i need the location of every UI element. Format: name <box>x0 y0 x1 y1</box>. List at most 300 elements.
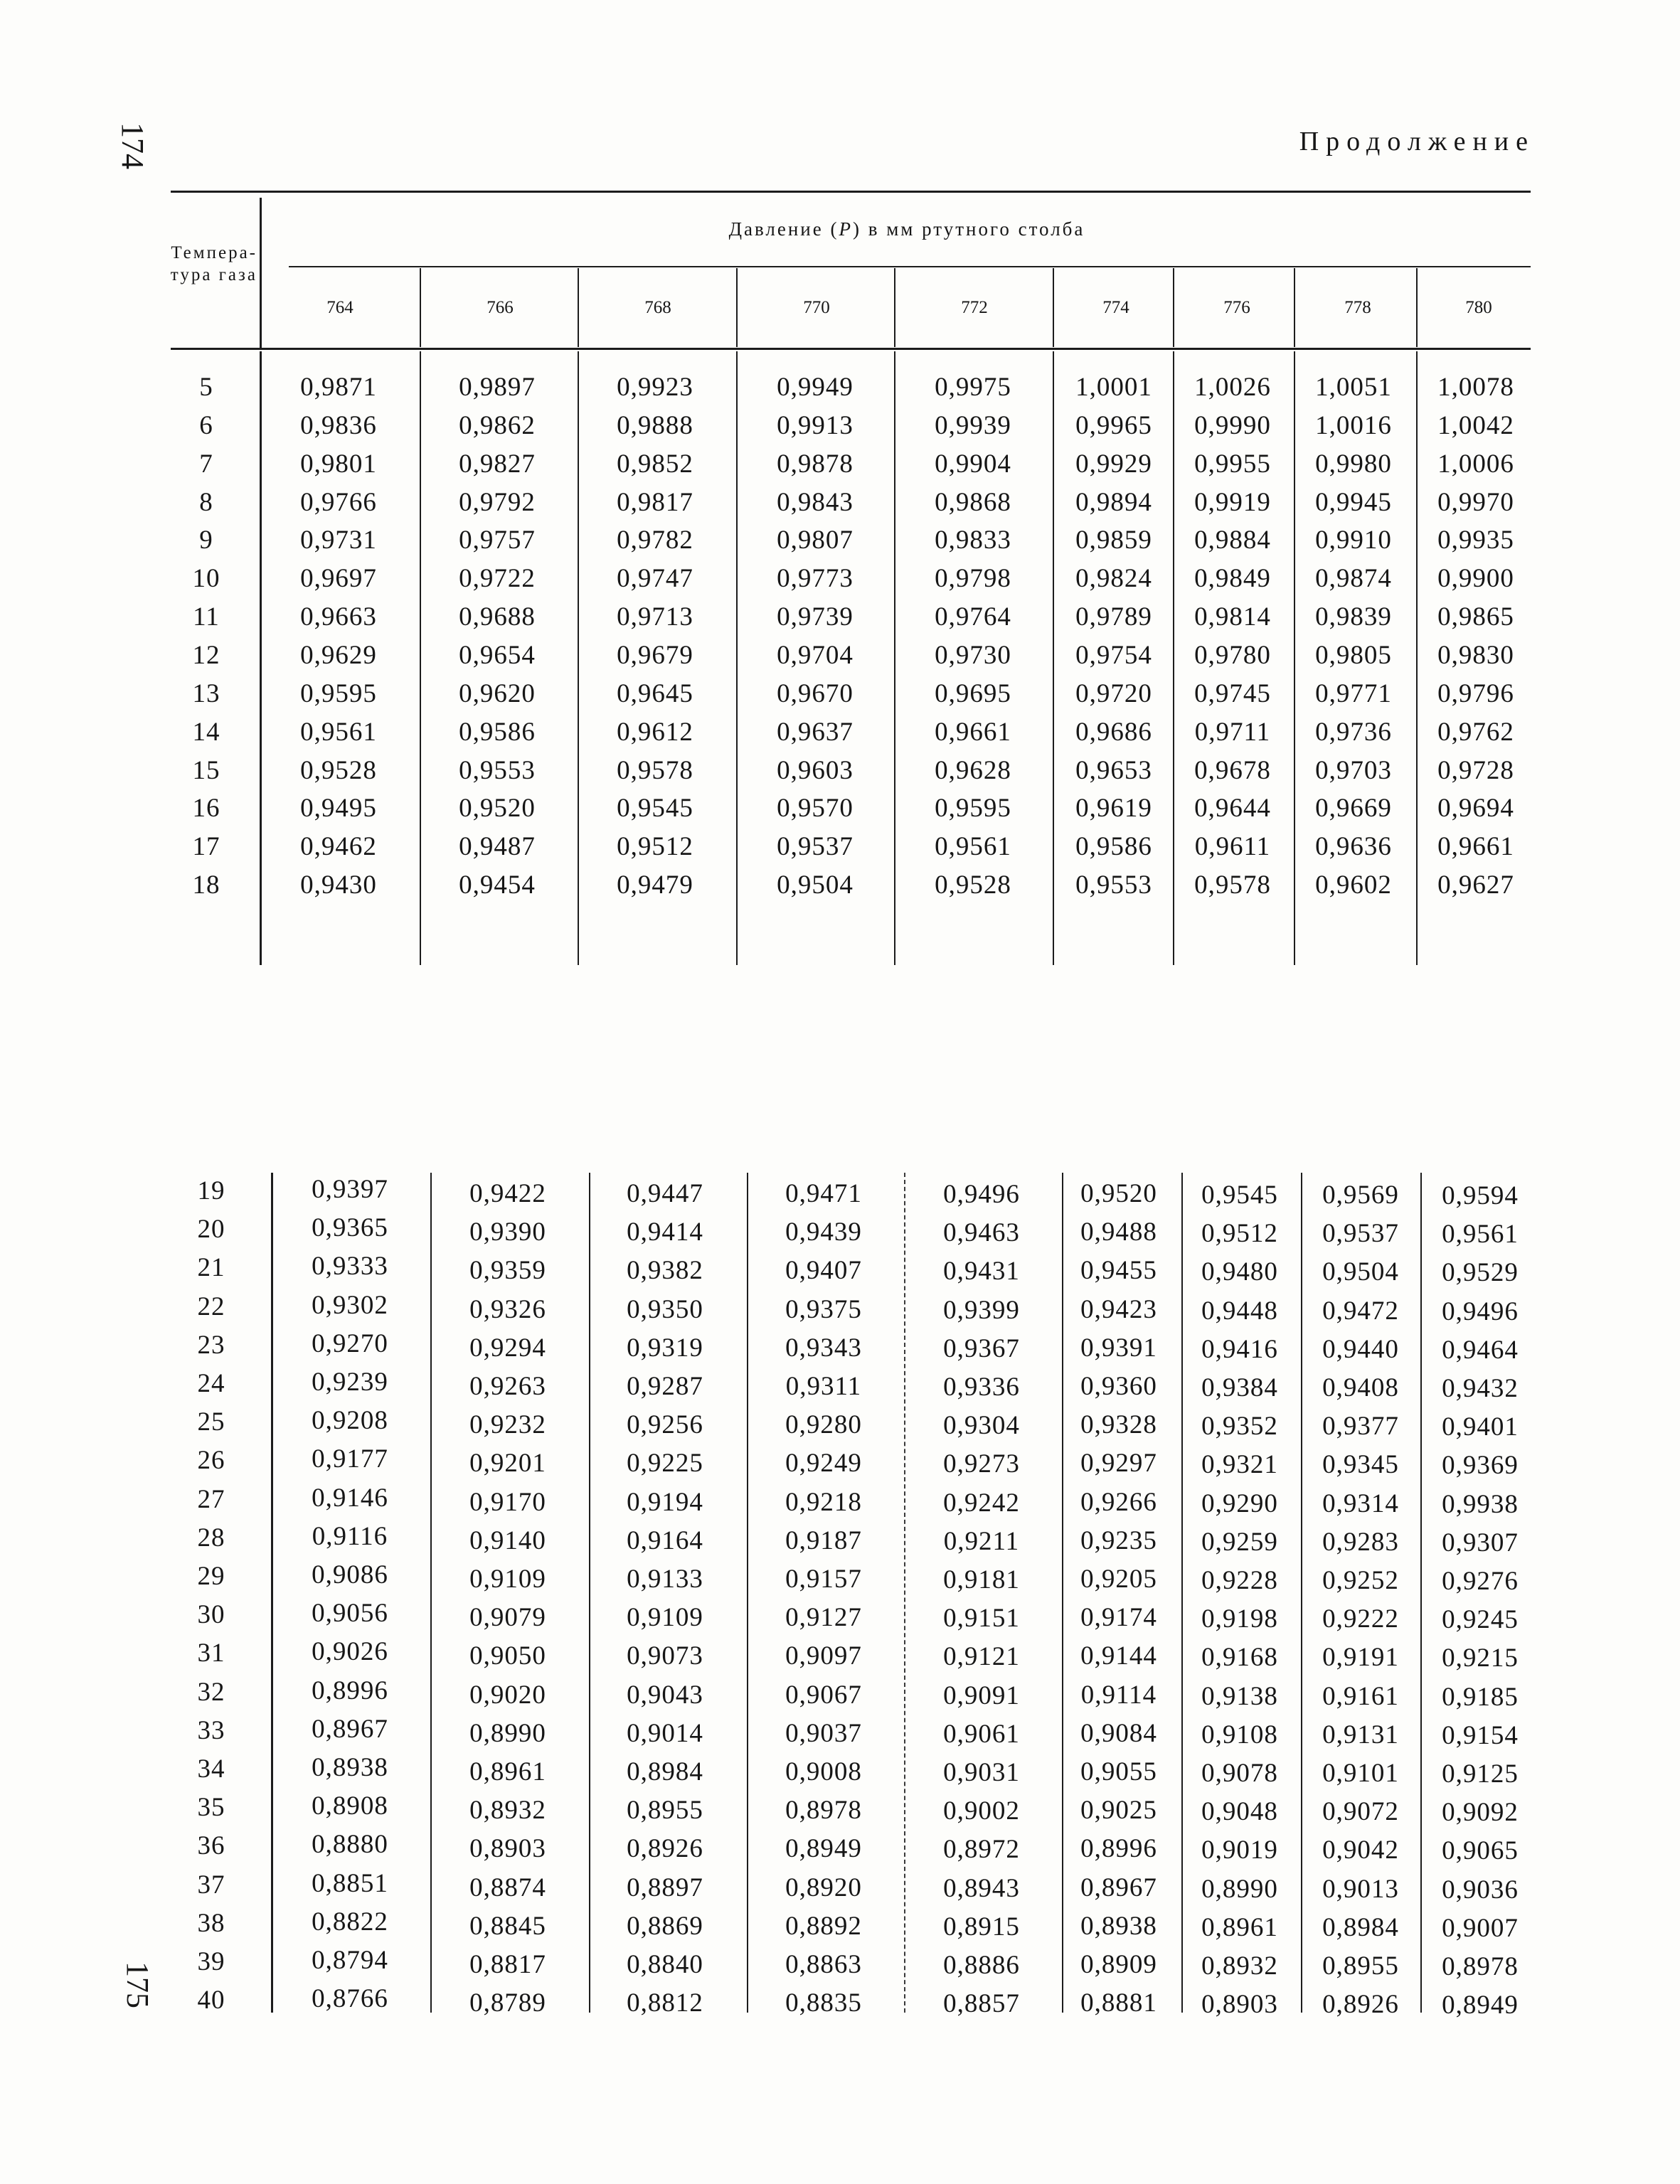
value-cell: 0,9773 <box>777 564 854 593</box>
table-row <box>0 1791 1680 1827</box>
value-cell: 0,9048 <box>1201 1797 1278 1826</box>
value-cell: 0,8845 <box>469 1912 546 1941</box>
value-cell: 0,9283 <box>1322 1528 1399 1557</box>
value-cell: 0,9304 <box>943 1411 1020 1440</box>
table-row <box>0 601 1680 634</box>
value-cell: 0,8967 <box>1080 1873 1157 1902</box>
value-cell: 0,9836 <box>300 411 377 440</box>
table-row <box>0 1406 1680 1442</box>
value-cell: 0,9654 <box>459 641 536 670</box>
value-cell: 0,9471 <box>785 1179 862 1208</box>
temperature-cell: 28 <box>197 1523 225 1552</box>
value-cell: 0,8817 <box>469 1950 546 1979</box>
value-cell: 0,9695 <box>935 679 1011 708</box>
value-cell: 0,9161 <box>1322 1682 1399 1711</box>
value-cell: 0,9975 <box>935 373 1011 402</box>
value-cell: 0,9594 <box>1442 1181 1519 1210</box>
value-cell: 0,8932 <box>1201 1951 1278 1981</box>
value-cell: 0,9578 <box>617 756 693 785</box>
value-cell: 0,9391 <box>1080 1333 1157 1363</box>
temperature-cell: 18 <box>192 870 220 900</box>
value-cell: 0,8789 <box>469 1988 546 2018</box>
value-cell: 0,9529 <box>1442 1258 1519 1287</box>
value-cell: 0,9678 <box>1194 756 1271 785</box>
value-cell: 0,9578 <box>1194 870 1271 900</box>
value-cell: 0,9121 <box>943 1642 1020 1671</box>
value-cell: 0,9884 <box>1194 526 1271 555</box>
temperature-cell: 5 <box>199 373 213 402</box>
value-cell: 1,0001 <box>1075 373 1152 402</box>
value-cell: 0,9487 <box>459 832 536 861</box>
page-number-bottom: 175 <box>120 1961 155 2008</box>
value-cell: 0,9384 <box>1201 1373 1278 1402</box>
value-cell: 0,9367 <box>943 1334 1020 1363</box>
value-cell: 0,9408 <box>1322 1373 1399 1402</box>
column-header-pressure: 780 <box>1465 298 1492 317</box>
value-cell: 0,8926 <box>1322 1990 1399 2019</box>
value-cell: 0,9929 <box>1075 449 1152 479</box>
table-row <box>0 1483 1680 1519</box>
value-cell: 0,9382 <box>627 1256 703 1285</box>
value-cell: 0,9801 <box>300 449 377 479</box>
value-cell: 0,9201 <box>469 1449 546 1478</box>
table-row <box>0 1984 1680 2020</box>
value-cell: 0,9359 <box>469 1256 546 1285</box>
temperature-cell: 24 <box>197 1369 225 1398</box>
value-cell: 0,9422 <box>469 1179 546 1208</box>
value-cell: 0,8961 <box>1201 1913 1278 1942</box>
value-cell: 0,9736 <box>1315 718 1392 747</box>
pressure-header-text-after: ) в мм ртутного столба <box>852 218 1085 240</box>
value-cell: 0,8990 <box>1201 1875 1278 1904</box>
value-cell: 0,9670 <box>777 679 854 708</box>
temperature-cell: 33 <box>197 1716 225 1745</box>
pressure-header-text-before: Давление ( <box>728 218 839 240</box>
value-cell: 0,9859 <box>1075 526 1152 555</box>
temperature-column-header <box>135 242 257 286</box>
value-cell: 0,9661 <box>935 718 1011 747</box>
temperature-cell: 35 <box>197 1793 225 1822</box>
value-cell: 0,9377 <box>1322 1412 1399 1441</box>
value-cell: 0,9191 <box>1322 1643 1399 1672</box>
value-cell: 0,9619 <box>1075 794 1152 823</box>
temperature-cell: 26 <box>197 1446 225 1475</box>
value-cell: 0,9480 <box>1201 1257 1278 1287</box>
temperature-cell: 39 <box>197 1947 225 1976</box>
value-cell: 0,9644 <box>1194 794 1271 823</box>
value-cell: 0,9078 <box>1201 1759 1278 1788</box>
header-column-rule <box>1416 268 1418 347</box>
value-cell: 0,9270 <box>312 1329 388 1358</box>
value-cell: 0,9595 <box>935 794 1011 823</box>
value-cell: 0,9637 <box>777 718 854 747</box>
value-cell: 0,9020 <box>469 1680 546 1710</box>
table-row <box>0 486 1680 519</box>
table-row <box>0 1753 1680 1789</box>
pressure-group-header <box>622 216 1191 242</box>
value-cell: 0,9824 <box>1075 564 1152 593</box>
temperature-header-line1: Темпера- <box>171 243 257 262</box>
value-cell: 0,8996 <box>312 1676 388 1705</box>
table-row <box>0 410 1680 442</box>
value-cell: 0,9235 <box>1080 1526 1157 1555</box>
value-cell: 0,9782 <box>617 526 693 555</box>
value-cell: 0,9432 <box>1442 1374 1519 1403</box>
value-cell: 0,9091 <box>943 1681 1020 1710</box>
table-row <box>0 1522 1680 1555</box>
value-cell: 0,9026 <box>312 1637 388 1666</box>
table-row <box>0 1907 1680 1943</box>
temperature-cell: 7 <box>199 449 213 479</box>
temperature-cell: 15 <box>192 756 220 785</box>
value-cell: 0,8909 <box>1080 1950 1157 1979</box>
value-cell: 0,9728 <box>1437 756 1514 785</box>
value-cell: 0,9780 <box>1194 641 1271 670</box>
column-header-pressure: 766 <box>487 298 514 317</box>
value-cell: 0,9211 <box>943 1527 1020 1556</box>
value-cell: 0,9603 <box>777 756 854 785</box>
value-cell: 0,9495 <box>300 794 377 823</box>
table-row <box>0 678 1680 710</box>
value-cell: 0,9897 <box>459 373 536 402</box>
value-cell: 0,9407 <box>785 1256 862 1285</box>
value-cell: 0,8908 <box>312 1791 388 1821</box>
column-header-pressure: 764 <box>326 298 353 317</box>
value-cell: 0,9164 <box>627 1526 703 1555</box>
value-cell: 0,9013 <box>1322 1875 1399 1904</box>
value-cell: 0,9242 <box>943 1488 1020 1518</box>
value-cell: 0,9602 <box>1315 870 1392 900</box>
table-row <box>0 1175 1680 1208</box>
value-cell: 0,9072 <box>1322 1797 1399 1826</box>
value-cell: 0,9894 <box>1075 488 1152 517</box>
value-cell: 0,9796 <box>1437 679 1514 708</box>
value-cell: 0,9365 <box>312 1213 388 1242</box>
continuation-label: Продолжение <box>1299 127 1535 156</box>
value-cell: 0,9326 <box>469 1295 546 1324</box>
table-row <box>0 563 1680 595</box>
value-cell: 0,9970 <box>1437 488 1514 517</box>
temperature-cell: 37 <box>197 1870 225 1900</box>
value-cell: 0,9938 <box>1442 1490 1519 1519</box>
value-cell: 0,9496 <box>943 1180 1020 1209</box>
value-cell: 0,9127 <box>785 1603 862 1632</box>
value-cell: 0,9910 <box>1315 526 1392 555</box>
value-cell: 0,9168 <box>1201 1643 1278 1672</box>
value-cell: 1,0051 <box>1315 373 1392 402</box>
value-cell: 0,9177 <box>312 1444 388 1474</box>
value-cell: 0,9843 <box>777 488 854 517</box>
value-cell: 0,9528 <box>935 870 1011 900</box>
value-cell: 0,9037 <box>785 1719 862 1748</box>
value-cell: 0,9663 <box>300 602 377 632</box>
table-row <box>0 1946 1680 1981</box>
value-cell: 0,9133 <box>627 1565 703 1594</box>
value-cell: 0,9455 <box>1080 1256 1157 1285</box>
value-cell: 0,8851 <box>312 1869 388 1898</box>
value-cell: 0,9228 <box>1201 1566 1278 1595</box>
value-cell: 0,8938 <box>312 1753 388 1782</box>
column-header-pressure: 772 <box>961 298 988 317</box>
value-cell: 0,9369 <box>1442 1451 1519 1480</box>
value-cell: 0,9061 <box>943 1720 1020 1749</box>
table-row <box>0 1252 1680 1287</box>
value-cell: 0,8932 <box>469 1796 546 1825</box>
value-cell: 0,9874 <box>1315 564 1392 593</box>
value-cell: 0,9430 <box>300 870 377 900</box>
table-row <box>0 755 1680 787</box>
value-cell: 0,9109 <box>627 1603 703 1632</box>
table-row <box>0 1830 1680 1863</box>
value-cell: 0,9249 <box>785 1449 862 1478</box>
value-cell: 0,9789 <box>1075 602 1152 632</box>
value-cell: 0,9653 <box>1075 756 1152 785</box>
value-cell: 0,8972 <box>943 1835 1020 1864</box>
value-cell: 0,8990 <box>469 1719 546 1748</box>
table-row <box>0 639 1680 672</box>
temperature-cell: 21 <box>197 1253 225 1282</box>
temperature-header-line2: тура газа <box>170 265 257 284</box>
value-cell: 0,9504 <box>777 870 854 900</box>
column-header-pressure: 774 <box>1102 298 1129 317</box>
value-cell: 0,9181 <box>943 1565 1020 1594</box>
value-cell: 0,9745 <box>1194 679 1271 708</box>
value-cell: 0,9730 <box>935 641 1011 670</box>
value-cell: 0,9661 <box>1437 832 1514 861</box>
value-cell: 0,9711 <box>1194 718 1271 747</box>
value-cell: 0,9252 <box>1322 1566 1399 1595</box>
value-cell: 0,9754 <box>1075 641 1152 670</box>
value-cell: 0,9939 <box>935 411 1011 440</box>
value-cell: 0,8943 <box>943 1874 1020 1903</box>
value-cell: 0,8903 <box>1201 1990 1278 2019</box>
value-cell: 0,9807 <box>777 526 854 555</box>
value-cell: 0,8967 <box>312 1715 388 1744</box>
value-cell: 0,9116 <box>312 1522 388 1551</box>
value-cell: 0,9561 <box>1442 1220 1519 1249</box>
table-row <box>0 448 1680 481</box>
value-cell: 0,9827 <box>459 449 536 479</box>
value-cell: 0,9073 <box>627 1641 703 1671</box>
value-cell: 0,9114 <box>1080 1680 1157 1710</box>
header-column-rule <box>894 268 895 347</box>
value-cell: 0,9688 <box>459 602 536 632</box>
value-cell: 0,8915 <box>943 1912 1020 1941</box>
value-cell: 0,9771 <box>1315 679 1392 708</box>
temperature-cell: 38 <box>197 1909 225 1938</box>
temperature-cell: 9 <box>199 526 213 555</box>
temperature-cell: 20 <box>197 1215 225 1244</box>
value-cell: 0,9225 <box>627 1449 703 1478</box>
value-cell: 0,9722 <box>459 564 536 593</box>
header-column-rule <box>578 268 579 347</box>
value-cell: 0,9043 <box>627 1680 703 1710</box>
value-cell: 0,9423 <box>1080 1295 1157 1324</box>
value-cell: 0,9537 <box>777 832 854 861</box>
value-cell: 0,9140 <box>469 1526 546 1555</box>
value-cell: 0,9839 <box>1315 602 1392 632</box>
value-cell: 0,9913 <box>777 411 854 440</box>
value-cell: 0,9447 <box>627 1179 703 1208</box>
value-cell: 0,9185 <box>1442 1683 1519 1712</box>
value-cell: 0,9888 <box>617 411 693 440</box>
value-cell: 0,8978 <box>785 1796 862 1825</box>
value-cell: 0,9512 <box>617 832 693 861</box>
temperature-cell: 6 <box>199 411 213 440</box>
value-cell: 0,9050 <box>469 1641 546 1671</box>
value-cell: 0,9545 <box>1201 1181 1278 1210</box>
value-cell: 0,9276 <box>1442 1567 1519 1596</box>
value-cell: 0,9280 <box>785 1410 862 1439</box>
value-cell: 0,9416 <box>1201 1335 1278 1364</box>
value-cell: 0,9440 <box>1322 1335 1399 1364</box>
table-row <box>0 1368 1680 1403</box>
column-header-pressure: 768 <box>644 298 671 317</box>
value-cell: 0,9561 <box>935 832 1011 861</box>
value-cell: 0,9138 <box>1201 1682 1278 1711</box>
value-cell: 0,9008 <box>785 1757 862 1786</box>
value-cell: 0,8886 <box>943 1951 1020 1980</box>
value-cell: 0,9945 <box>1315 488 1392 517</box>
value-cell: 0,9645 <box>617 679 693 708</box>
value-cell: 0,9297 <box>1080 1449 1157 1478</box>
value-cell: 0,9084 <box>1080 1719 1157 1748</box>
value-cell: 0,9273 <box>943 1449 1020 1479</box>
value-cell: 0,9537 <box>1322 1219 1399 1248</box>
value-cell: 0,9611 <box>1194 832 1271 861</box>
value-cell: 0,9174 <box>1080 1603 1157 1632</box>
value-cell: 0,9561 <box>300 718 377 747</box>
temperature-cell: 23 <box>197 1331 225 1360</box>
value-cell: 0,9222 <box>1322 1604 1399 1634</box>
value-cell: 0,8880 <box>312 1830 388 1859</box>
value-cell: 0,9488 <box>1080 1218 1157 1247</box>
temperature-cell: 13 <box>192 679 220 708</box>
value-cell: 0,9390 <box>469 1218 546 1247</box>
value-cell: 0,9025 <box>1080 1796 1157 1825</box>
value-cell: 0,9125 <box>1442 1759 1519 1789</box>
value-cell: 0,9878 <box>777 449 854 479</box>
value-cell: 0,9703 <box>1315 756 1392 785</box>
table-row <box>0 1444 1680 1480</box>
value-cell: 0,9955 <box>1194 449 1271 479</box>
value-cell: 0,9256 <box>627 1410 703 1439</box>
temperature-cell: 17 <box>192 832 220 861</box>
value-cell: 0,9092 <box>1442 1798 1519 1827</box>
header-column-rule <box>1173 268 1174 347</box>
value-cell: 0,9904 <box>935 449 1011 479</box>
value-cell: 0,9319 <box>627 1333 703 1363</box>
value-cell: 0,9131 <box>1322 1720 1399 1749</box>
column-header-pressure: 776 <box>1223 298 1250 317</box>
value-cell: 0,9431 <box>943 1257 1020 1286</box>
value-cell: 0,9399 <box>943 1296 1020 1325</box>
value-cell: 0,9553 <box>1075 870 1152 900</box>
value-cell: 0,9479 <box>617 870 693 900</box>
value-cell: 0,9414 <box>627 1218 703 1247</box>
value-cell: 0,9151 <box>943 1604 1020 1633</box>
value-cell: 0,9833 <box>935 526 1011 555</box>
value-cell: 0,9620 <box>459 679 536 708</box>
table-row <box>0 1291 1680 1326</box>
value-cell: 0,9454 <box>459 870 536 900</box>
value-cell: 0,9731 <box>300 526 377 555</box>
value-cell: 0,9747 <box>617 564 693 593</box>
value-cell: 0,9814 <box>1194 602 1271 632</box>
value-cell: 0,9766 <box>300 488 377 517</box>
value-cell: 0,9002 <box>943 1796 1020 1826</box>
value-cell: 0,9553 <box>459 756 536 785</box>
value-cell: 0,9007 <box>1442 1914 1519 1943</box>
value-cell: 0,9154 <box>1442 1721 1519 1750</box>
value-cell: 0,9570 <box>777 794 854 823</box>
value-cell: 0,9627 <box>1437 870 1514 900</box>
value-cell: 0,8955 <box>627 1796 703 1825</box>
value-cell: 0,8903 <box>469 1834 546 1863</box>
value-cell: 0,9036 <box>1442 1875 1519 1905</box>
temperature-cell: 12 <box>192 641 220 670</box>
value-cell: 0,9462 <box>300 832 377 861</box>
value-cell: 0,8881 <box>1080 1988 1157 2018</box>
value-cell: 0,9055 <box>1080 1757 1157 1786</box>
value-cell: 0,9350 <box>627 1295 703 1324</box>
table-row <box>0 1715 1680 1750</box>
value-cell: 0,9307 <box>1442 1528 1519 1557</box>
value-cell: 0,9448 <box>1201 1296 1278 1326</box>
value-cell: 0,9302 <box>312 1291 388 1320</box>
value-cell: 0,8863 <box>785 1950 862 1979</box>
value-cell: 0,8938 <box>1080 1912 1157 1941</box>
value-cell: 0,9612 <box>617 718 693 747</box>
value-cell: 0,9314 <box>1322 1489 1399 1518</box>
temperature-cell: 31 <box>197 1639 225 1668</box>
header-column-rule <box>420 268 421 347</box>
table-row <box>0 1869 1680 1905</box>
value-cell: 0,9067 <box>785 1680 862 1710</box>
value-cell: 0,9520 <box>459 794 536 823</box>
value-cell: 0,9504 <box>1322 1257 1399 1287</box>
value-cell: 0,9805 <box>1315 641 1392 670</box>
value-cell: 0,9512 <box>1201 1219 1278 1248</box>
value-cell: 0,9628 <box>935 756 1011 785</box>
value-cell: 0,8766 <box>312 1984 388 2013</box>
value-cell: 0,9108 <box>1201 1720 1278 1749</box>
value-cell: 0,9097 <box>785 1641 862 1671</box>
value-cell: 0,9208 <box>312 1406 388 1435</box>
temperature-cell: 8 <box>199 488 213 517</box>
value-cell: 0,9328 <box>1080 1410 1157 1439</box>
value-cell: 0,8869 <box>627 1912 703 1941</box>
value-cell: 0,9375 <box>785 1295 862 1324</box>
pressure-symbol: P <box>839 218 853 240</box>
value-cell: 0,9830 <box>1437 641 1514 670</box>
header-bottom-rule <box>171 348 1531 350</box>
value-cell: 0,9463 <box>943 1218 1020 1247</box>
value-cell: 0,9792 <box>459 488 536 517</box>
value-cell: 0,9056 <box>312 1599 388 1628</box>
value-cell: 0,9528 <box>300 756 377 785</box>
column-header-pressure: 770 <box>803 298 830 317</box>
value-cell: 0,9757 <box>459 526 536 555</box>
value-cell: 0,9343 <box>785 1333 862 1363</box>
value-cell: 0,9146 <box>312 1483 388 1513</box>
table-top-rule <box>171 191 1531 193</box>
header-column-rule <box>1053 268 1054 347</box>
value-cell: 0,9629 <box>300 641 377 670</box>
value-cell: 0,9239 <box>312 1368 388 1397</box>
value-cell: 0,8892 <box>785 1912 862 1941</box>
value-cell: 0,9065 <box>1442 1836 1519 1865</box>
